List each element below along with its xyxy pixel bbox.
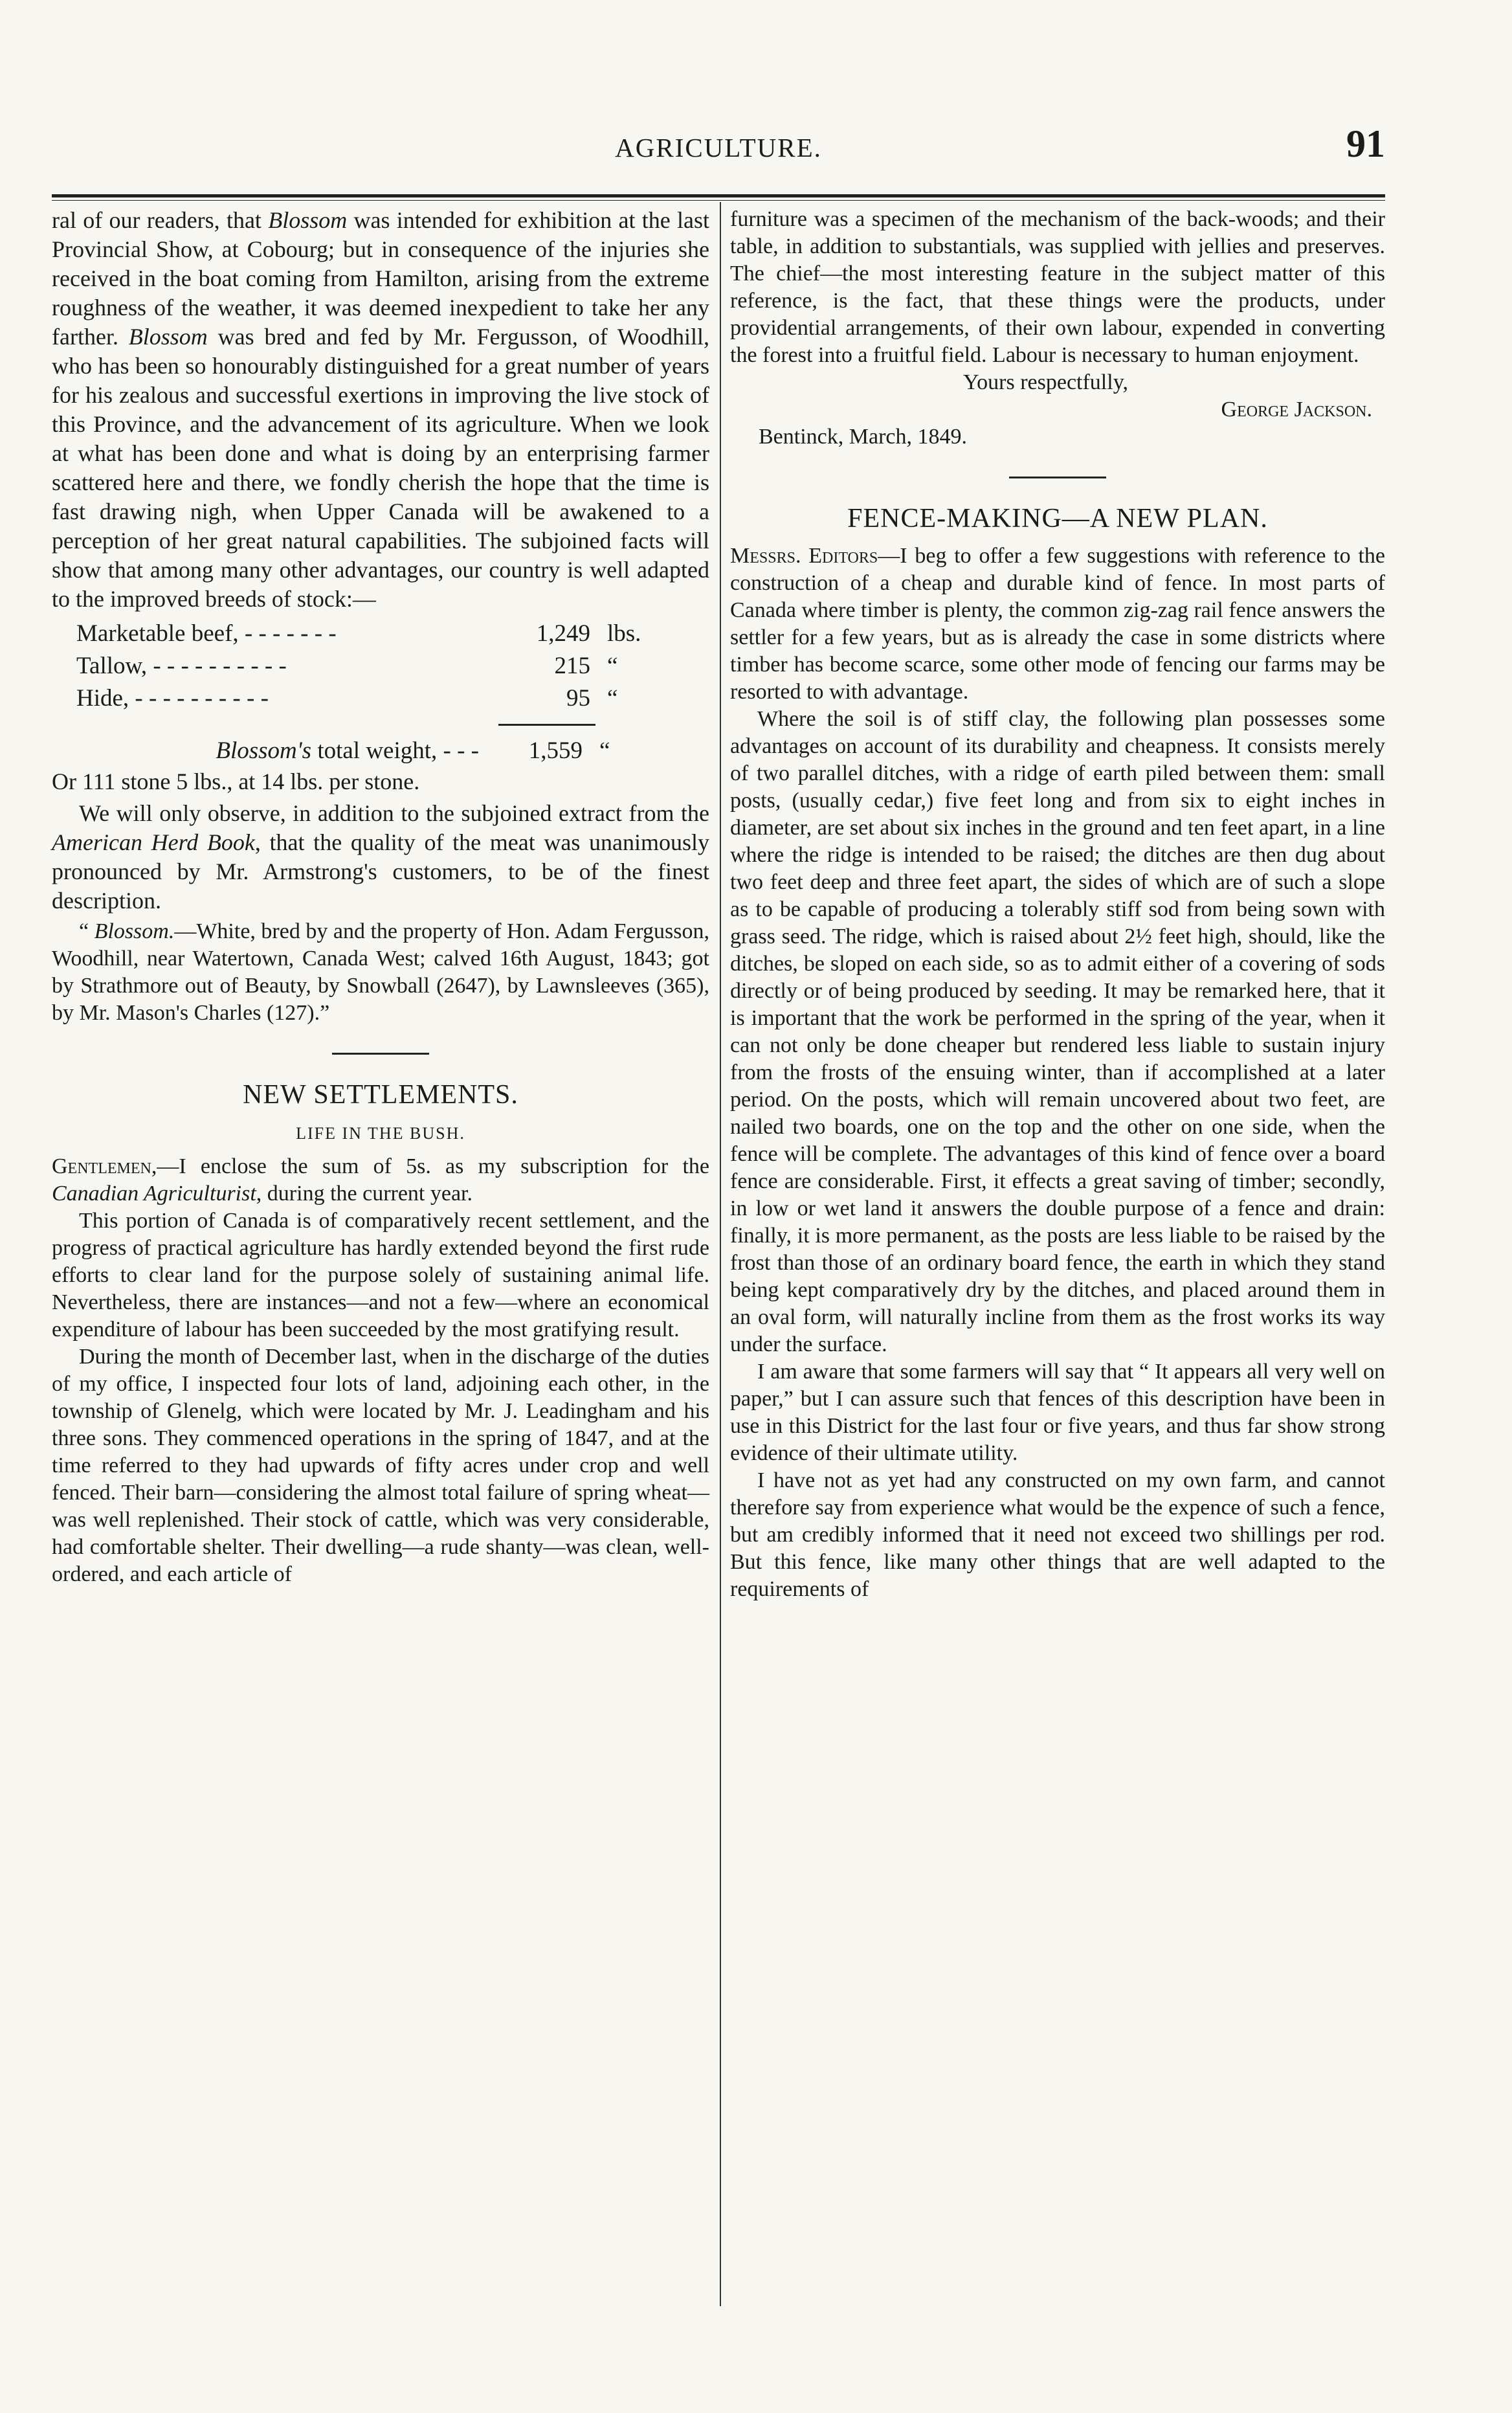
section-title-fence-making: FENCE-MAKING—A NEW PLAN. bbox=[847, 504, 1268, 533]
stat-value: 1,249 bbox=[536, 620, 590, 647]
signature: George Jackson. bbox=[1221, 398, 1372, 421]
stat-unit: lbs. bbox=[607, 620, 641, 647]
section-title-new-settlements: NEW SETTLEMENTS. bbox=[243, 1080, 518, 1110]
stat-value: 215 bbox=[554, 653, 590, 679]
left-column bbox=[52, 206, 709, 1588]
table-row bbox=[76, 618, 678, 650]
stone-line: Or 111 stone 5 lbs., at 14 lbs. per stone. bbox=[52, 769, 420, 794]
place-date: Bentinck, March, 1849. bbox=[759, 425, 967, 449]
header-rule bbox=[52, 194, 1385, 201]
paragraph-fence-use: I am aware that some farmers will say that “ It appears all very well on paper,” but I can assure such that fences of this description have been in use in this District for the last four or five years, and thus far show strong evidence of their ultimate utility. bbox=[730, 1360, 1385, 1465]
subhead-life-in-bush: LIFE IN THE BUSH. bbox=[296, 1124, 465, 1143]
total-label: total weight, - - - bbox=[311, 737, 479, 764]
paragraph-blossom-intro: ral of our readers, that Blossom was intended for exhibition at the last Provincial Show, at Cobourg; but in consequence of the injuries she received in the boat coming from Hamilton, arising from the extreme roughness of the weather, it was deemed inexpedient to take her any farther. Blossom was bred and fed by Mr. Fergusson, of Woodhill, who has been so honourably distinguished for a great number of years for his zealous and successful exertions in improving the live stock of this Province, and the advancement of its agriculture. When we look at what has been done and what is doing by an enterprising farmer scattered here and there, we fondly cherish the hope that the time is fast drawing nigh, when Upper Canada will be awakened to a perception of her great natural capabilities. The subjoined facts will show that among many other advantages, our country is well adapted to the improved breeds of stock:— bbox=[52, 207, 709, 612]
table-row bbox=[76, 682, 678, 715]
paragraph-fence-plan: Where the soil is of stiff clay, the following plan possesses some advantages on account of its durability and cheapness. It consists merely of two parallel ditches, with a ridge of earth piled between them: small posts, (usually cedar,) five feet long and from six to eight inches in diameter, are set about six inches in the ground and ten feet apart, in a line where the ridge is intended to be raised; the ditches are then dug about two feet deep and three feet apart, the sides of which are of such a slope as to be capable of producing a tolerably stiff sod from being sown with grass seed. The ridge, which is raised about 2½ feet high, should, like the ditches, be sloped on each side, so as to admit either of a covering of sods directly or of being produced by seeding. It may be remarked here, that it is important that the work be performed in the spring of the year, when it can not only be done cheaper but rendered less liable to sustain injury from the frosts of the ensuing winter, than if accomplished at a later period. On the posts, which will remain uncovered about two feet, are nailed two boards, one on the top and the other on one side, when the fence will be complete. The advantages of this kind of fence over a board fence are considerable. First, it effects a great saving of timber; secondly, in low or wet land it answers the double purpose of a fence and drain: finally, it is more permanent, as the posts are less liable to be raised by the frost than those of an ordinary board fence, the earth in which they stand being kept comparatively dry by the ditches, and placed around them in an oval form, will naturally incline from them as the frost works its way under the surface. bbox=[730, 707, 1385, 1356]
paragraph-greeting: Gentlemen,—I enclose the sum of 5s. as my subscription for the Canadian Agriculturist, during the current year. bbox=[52, 1154, 709, 1206]
paragraph-herd-book: We will only observe, in addition to the subjoined extract from the American Herd Book, that the quality of the meat was unanimously pronounced by Mr. Armstrong's customers, to be of the finest description. bbox=[52, 800, 709, 914]
sum-rule bbox=[498, 724, 595, 726]
stat-label: Tallow, - - - - - - - - - - bbox=[76, 653, 287, 679]
right-column bbox=[730, 206, 1385, 1603]
paragraph-settlement: This portion of Canada is of comparatively recent settlement, and the progress of practical agriculture has hardly extended beyond the first rude efforts to clear land for the purpose solely of sustaining animal life. Nevertheless, there are instances—and not a few—where an economical expenditure of labour has been succeeded by the most gratifying result. bbox=[52, 1209, 709, 1341]
total-value: 1,559 bbox=[528, 737, 583, 764]
table-row bbox=[76, 650, 678, 682]
paragraph-herd-extract: “ Blossom.—White, bred by and the property of Hon. Adam Fergusson, Woodhill, near Watertown, Canada West; calved 16th August, 1843; got by Strathmore out of Beauty, by Snowball (2647), by Lawnsleeves (365), by Mr. Mason's Charles (127).” bbox=[52, 919, 710, 1025]
paragraph-fence-intro: Messrs. Editors—I beg to offer a few suggestions with reference to the construction of a cheap and durable kind of fence. In most parts of Canada where timber is plenty, the common zig-zag rail fence answers the settler for a few years, but as is already the case in some districts where timber has become scarce, some other mode of fencing our farms may be resorted to with advantage. bbox=[730, 544, 1386, 704]
section-divider bbox=[1009, 477, 1106, 478]
closing-salutation: Yours respectfully, bbox=[963, 370, 1128, 394]
paragraph-inspection: During the month of December last, when in the discharge of the duties of my office, I inspected four lots of land, adjoining each other, in the township of Glenelg, which were located by Mr. J. Leadingham and his three sons. They commenced operations in the spring of 1847, and at the time referred to they had upwards of fifty acres under crop and well fenced. Their barn—considering the almost total failure of spring wheat—was well replenished. Their stock of cattle, which was very considerable, had comfortable shelter. Their dwelling—a rude shanty—was clean, well-ordered, and each article of bbox=[52, 1345, 709, 1586]
running-head bbox=[52, 122, 1385, 167]
total-label-name: Blossom's bbox=[216, 737, 312, 764]
total-weight-line bbox=[52, 735, 709, 767]
stat-label: Marketable beef, - - - - - - - bbox=[76, 620, 337, 647]
section-divider bbox=[332, 1053, 429, 1055]
page-number: 91 bbox=[1346, 122, 1385, 165]
stat-label: Hide, - - - - - - - - - - bbox=[76, 685, 269, 712]
weight-table bbox=[76, 618, 678, 715]
column-divider bbox=[720, 202, 721, 2306]
running-title: AGRICULTURE. bbox=[615, 133, 822, 163]
stat-unit: “ bbox=[607, 653, 618, 679]
paragraph-fence-cost: I have not as yet had any constructed on my own farm, and cannot therefore say from experience what would be the expence of such a fence, but am credibly informed that it need not exceed two shillings per rod. But this fence, like many other things that are well adapted to the requirements of bbox=[730, 1468, 1385, 1601]
paragraph-furniture: furniture was a specimen of the mechanism of the back-woods; and their table, in addition to substantials, was supplied with jellies and preserves. The chief—the most interesting feature in the subject matter of this reference, is the fact, that these things were the products, under providential arrangements, of their own labour, expended in converting the forest into a fruitful field. Labour is necessary to human enjoyment. bbox=[730, 207, 1385, 367]
stat-value: 95 bbox=[566, 685, 590, 712]
total-unit: “ bbox=[599, 737, 610, 764]
stat-unit: “ bbox=[607, 685, 618, 712]
